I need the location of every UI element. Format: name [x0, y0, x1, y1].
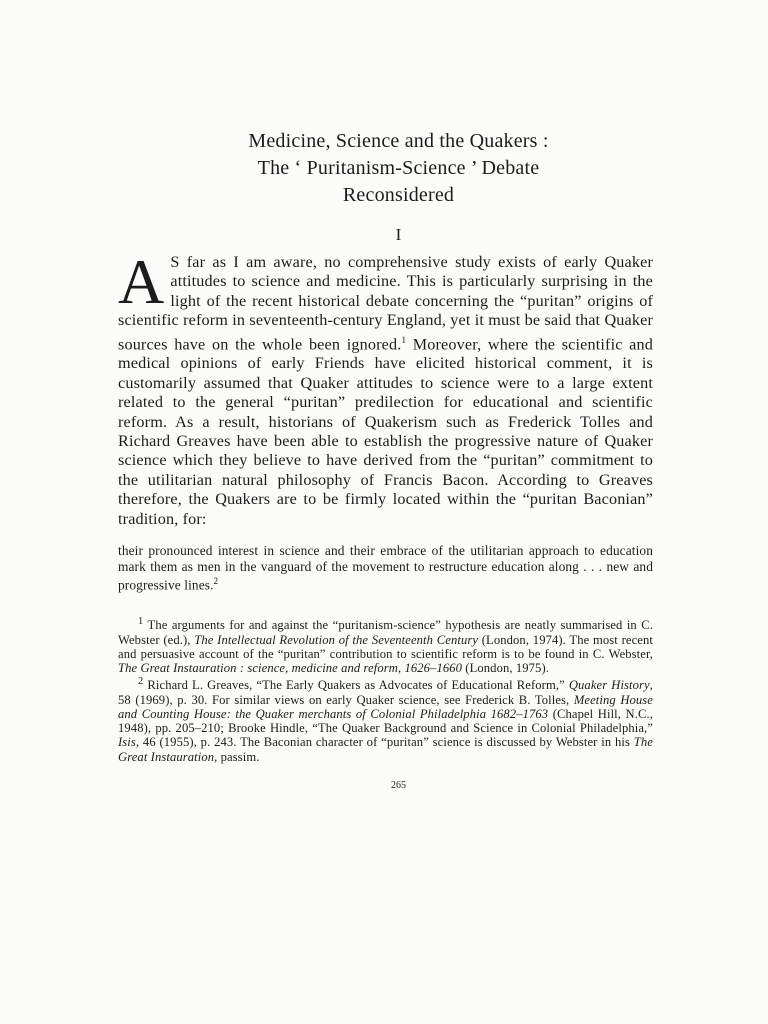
- block-quote: [118, 543, 653, 593]
- section-number: I: [395, 225, 402, 244]
- footnote-2-title-3: Isis: [118, 735, 136, 750]
- footnote-1-title-2: The Great Instauration : science, medicine and reform, 1626–1660: [118, 661, 463, 676]
- footnote-2-text: Richard L. Greaves, “The Early Quakers as Advocates of Educational Reform,”: [143, 678, 569, 693]
- footnote-2-text: (Chapel Hill, N.C., 1948), pp. 205–210; Brooke Hindle, “The Quaker Background and Science in Colonial Philadelphia,”: [118, 706, 653, 736]
- footnote-1-text: (London, 1974). The most recent and persuasive account of the “puritan” contribution to scientific reform is to be found in C. Webster,: [118, 632, 653, 661]
- footnote-1-text: The arguments for and against the “puritanism-science” hypothesis are neatly summarised in C. Webster (ed.),: [118, 618, 653, 647]
- footnote-1-text: (London, 1975).: [462, 661, 549, 676]
- footnote-2-title-4: The Great Instauration: [118, 735, 653, 764]
- title-line-3: Reconsidered: [342, 184, 455, 206]
- footnote-2-text: , 58 (1969), p. 30. For similar views on early Quaker science, see Frederick B. Tolles,: [118, 678, 653, 707]
- footnote-2-marker: 2: [138, 676, 144, 688]
- footnote-2-text: , 46 (1955), p. 243. The Baconian character of “puritan” science is discussed by Webster in his: [135, 735, 634, 750]
- footnote-2-title-1: Quaker History: [568, 678, 650, 693]
- body-text-part-2: Moreover, where the scientific and medical opinions of early Friends have elicited historical comment, it is customarily assumed that Quaker attitudes to science were to a large extent related to the general “puritan” predilection for educational and scientific reform. As a result, historians of Quakerism such as Frederick Tolles and Richard Greaves have been able to establish the progressive nature of Quaker science which they believe to have derived from the “puritan” commitment to the utilitarian natural philosophy of Francis Bacon. According to Greaves therefore, the Quakers are to be firmly located within the “puritan Baconian” tradition, for:: [118, 335, 654, 528]
- footnote-2: [118, 675, 653, 763]
- footnotes: [118, 615, 653, 763]
- article-page: [118, 128, 653, 791]
- footnote-2-title-2: Meeting House and Counting House: the Quaker merchants of Colonial Philadelphia 1682–1763: [118, 692, 653, 721]
- footnote-ref-1[interactable]: 1: [401, 334, 407, 345]
- title-line-2: The ‘ Puritanism-Science ’ Debate: [257, 157, 540, 179]
- title-line-1: Medicine, Science and the Quakers :: [248, 130, 549, 152]
- body-paragraph: [118, 246, 654, 529]
- article-title: [118, 128, 653, 209]
- footnote-1: [118, 615, 653, 675]
- body-text-part-1: S far as I am aware, no comprehensive study exists of early Quaker attitudes to science and medicine. This is particularly surprising in the light of the recent historical debate concerning the “puritan” origins of scientific reform in seventeenth-century England, yet it must be said that Quaker sources have on the whole been ignored.: [118, 253, 653, 354]
- footnote-1-title-1: The Intellectual Revolution of the Seventeenth Century: [194, 632, 479, 647]
- footnote-1-marker: 1: [138, 616, 144, 628]
- page-number: 265: [391, 779, 406, 791]
- drop-cap: A: [118, 246, 165, 317]
- quote-text: their pronounced interest in science and their embrace of the utilitarian approach to education mark them as men in the vanguard of the movement to restructure education along . . . new and progressive lines.: [118, 543, 653, 593]
- footnote-2-text: , passim.: [214, 749, 260, 764]
- footnote-ref-2[interactable]: 2: [213, 576, 219, 587]
